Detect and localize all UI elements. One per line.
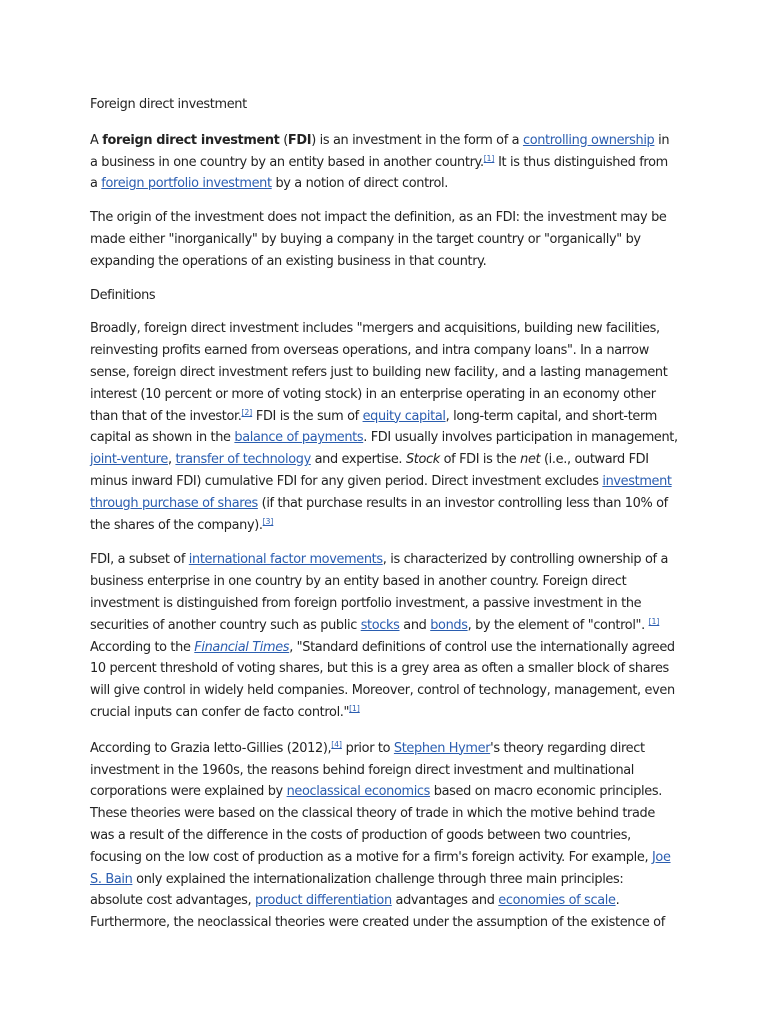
link-international-factor-movements[interactable]: international factor movements bbox=[188, 552, 383, 568]
text-run: prior to bbox=[341, 740, 394, 756]
text-run: and bbox=[399, 617, 431, 633]
text-run: ) is an investment in the form of a bbox=[311, 132, 523, 148]
text-run: , is characterized by controlling ownership of a business enterprise in one country by an entity based in another country. Foreign direct investment is distinguished from foreign portfolio investment, a passive investment in the securities of another country such as public bbox=[90, 552, 669, 633]
text-run: According to Grazia Ietto-Gillies (2012), bbox=[90, 740, 332, 756]
link-balance-of-payments[interactable]: balance of payments bbox=[234, 430, 364, 446]
link-neoclassical-economics[interactable]: neoclassical economics bbox=[286, 784, 431, 800]
italic-term: Stock bbox=[405, 452, 440, 468]
intro-paragraph bbox=[90, 130, 678, 195]
link-joe-s-bain[interactable]: Joe S. Bain bbox=[90, 849, 671, 887]
text-run: , bbox=[167, 452, 176, 468]
text-run: FDI, a subset of bbox=[90, 552, 189, 568]
section-heading-definitions: Definitions bbox=[90, 287, 156, 303]
bold-term: foreign direct investment bbox=[102, 132, 280, 148]
citation-link[interactable]: [4] bbox=[331, 739, 342, 749]
text-run: According to the bbox=[90, 639, 195, 655]
text-run: 's theory regarding direct investment in the 1960s, the reasons behind foreign direct investment and multinational corporations were explained by bbox=[90, 740, 645, 800]
link-transfer-of-technology[interactable]: transfer of technology bbox=[175, 452, 311, 468]
theory-paragraph bbox=[90, 738, 678, 934]
link-foreign-portfolio-investment[interactable]: foreign portfolio investment bbox=[101, 176, 272, 192]
text-run: by a notion of direct control. bbox=[271, 176, 448, 192]
text-run: ( bbox=[279, 132, 288, 148]
text-run: advantages and bbox=[391, 893, 499, 909]
text-run: (i.e., outward FDI minus inward FDI) cumulative FDI for any given period. Direct investment excludes bbox=[90, 452, 649, 489]
text-run: . Furthermore, the neoclassical theories were created under the assumption of the existence of bbox=[90, 893, 665, 931]
link-investment-through-purchase-of-shares[interactable]: investment through purchase of shares bbox=[90, 473, 672, 511]
link-stephen-hymer[interactable]: Stephen Hymer bbox=[393, 740, 491, 756]
citation-link[interactable]: [2] bbox=[241, 407, 253, 417]
text-run: of FDI is the bbox=[439, 452, 521, 468]
text-run: , by the element of "control". bbox=[467, 617, 649, 633]
text-run: and expertise. bbox=[310, 452, 406, 468]
italic-term: net bbox=[520, 452, 541, 468]
citation-link[interactable]: [1] bbox=[349, 703, 360, 713]
document-title: Foreign direct investment bbox=[90, 97, 247, 112]
citation-link[interactable]: [1] bbox=[648, 616, 660, 626]
definitions-paragraph bbox=[90, 318, 678, 536]
origin-paragraph: The origin of the investment does not impact the definition, as an FDI: the investment may be made either "inorganically" by buying a company in the target country or "organically" by expanding the operations of an existing business in that country. bbox=[90, 210, 667, 269]
link-stocks[interactable]: stocks bbox=[360, 617, 400, 633]
link-product-differentiation[interactable]: product differentiation bbox=[255, 893, 392, 909]
text-run: A bbox=[90, 132, 103, 148]
text-run: . FDI usually involves participation in management, bbox=[363, 430, 678, 446]
link-joint-venture[interactable]: joint-venture bbox=[90, 452, 168, 468]
text-run: , long-term capital, and short-term capital as shown in the bbox=[90, 408, 657, 446]
link-bonds[interactable]: bonds bbox=[430, 617, 468, 633]
link-equity-capital[interactable]: equity capital bbox=[362, 408, 446, 424]
text-run: , "Standard definitions of control use the internationally agreed 10 percent threshold of voting shares, but this is a grey area as often a smaller block of shares will give control in widely held companies. Moreover, control of technology, management, even crucial inputs can confer de facto control." bbox=[90, 639, 675, 720]
text-run: Broadly, foreign direct investment includes "mergers and acquisitions, building new facilities, reinvesting profits earned from overseas operations, and intra company loans". In a narrow sense, foreign direct investment refers just to building new facility, and a lasting management interest (10 percent or more of voting stock) in an enterprise operating in an economy other than that of the investor. bbox=[90, 321, 668, 424]
text-run: FDI is the sum of bbox=[252, 408, 363, 424]
text-run: in a business in one country by an entity based in another country. bbox=[90, 132, 670, 170]
citation-link[interactable]: [1] bbox=[483, 153, 495, 163]
link-economies-of-scale[interactable]: economies of scale bbox=[498, 893, 616, 909]
text-run: (if that purchase results in an investor controlling less than 10% of the shares of the company). bbox=[90, 495, 668, 533]
bold-abbreviation: FDI bbox=[287, 132, 312, 148]
link-controlling-ownership[interactable]: controlling ownership bbox=[522, 132, 655, 148]
subset-paragraph bbox=[90, 549, 678, 723]
citation-link[interactable]: [3] bbox=[262, 516, 274, 526]
text-run: It is thus distinguished from a bbox=[90, 154, 668, 192]
text-run: based on macro economic principles. These theories were based on the classical theory of trade in which the motive behind trade was a result of the difference in the costs of production of goods between two countries, focusing on the low cost of production as a motive for a firm's foreign activity. For example, bbox=[90, 784, 662, 865]
link-financial-times[interactable]: Financial Times bbox=[194, 639, 290, 655]
text-run: only explained the internationalization challenge through three main principles: absolute cost advantages, bbox=[90, 871, 624, 909]
